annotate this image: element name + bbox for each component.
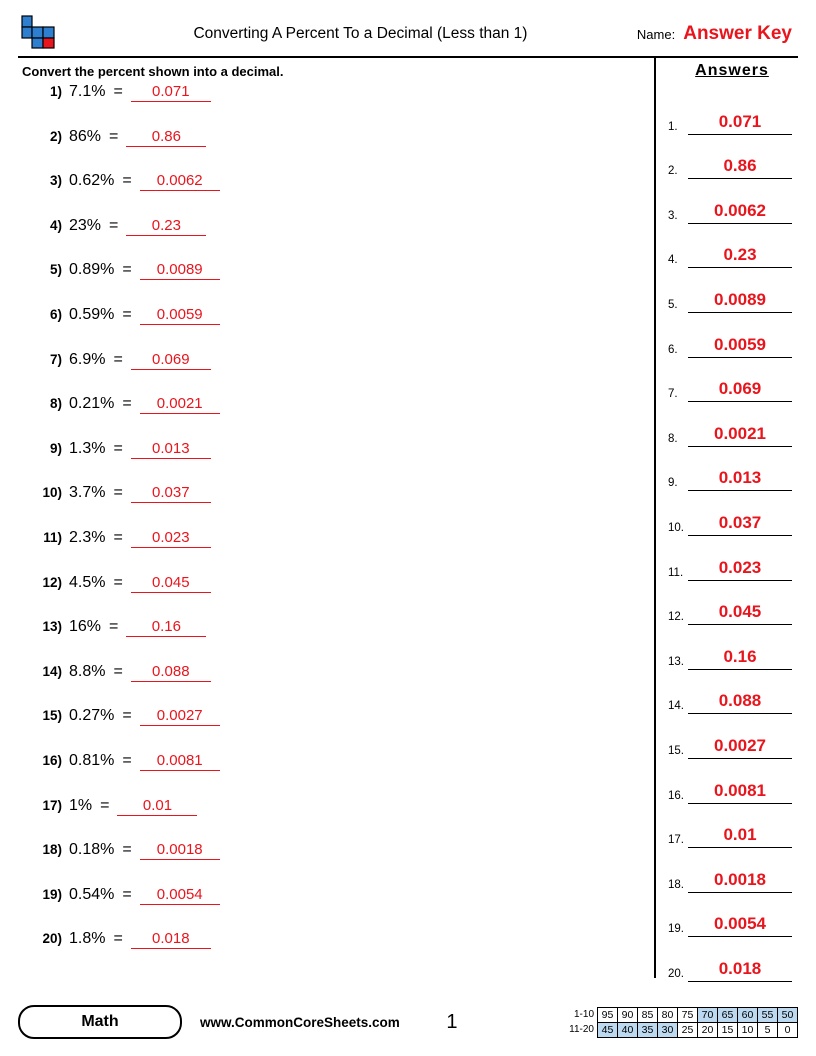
answer-row <box>666 937 798 982</box>
equals-sign: = <box>113 83 123 100</box>
answer-value[interactable]: 0.0059 <box>688 335 792 358</box>
answer-number: 1. <box>668 120 678 133</box>
problem-answer-blank[interactable]: 0.088 <box>131 663 211 682</box>
equals-sign: = <box>109 127 119 145</box>
problem-answer-blank[interactable]: 0.045 <box>131 574 211 593</box>
problem-answer-blank[interactable]: 0.01 <box>117 797 197 816</box>
problem-number: 2) <box>49 128 62 144</box>
problem-expression: 4.5% <box>69 573 106 591</box>
problem-answer-blank[interactable]: 0.069 <box>131 351 211 370</box>
problem-expression: 6.9% <box>69 350 106 368</box>
problem-expression: 0.27% <box>69 707 115 725</box>
answer-number: 2. <box>668 165 678 178</box>
problem-expression: 0.62% <box>69 172 115 190</box>
answer-row <box>666 581 798 626</box>
answer-number: 15. <box>668 744 684 757</box>
answer-row <box>666 313 798 358</box>
problem-answer-blank[interactable]: 0.0081 <box>140 752 220 771</box>
problem-expression: 0.81% <box>69 751 115 769</box>
problem-row <box>18 83 648 128</box>
answers-column <box>656 58 798 983</box>
score-cell[interactable]: 55 <box>758 1007 778 1022</box>
answer-number: 4. <box>668 254 678 267</box>
problem-expression: 3.7% <box>69 484 106 502</box>
answer-value[interactable]: 0.037 <box>688 513 792 536</box>
answer-row <box>666 848 798 893</box>
problem-number: 12) <box>42 574 62 590</box>
answer-row <box>666 358 798 403</box>
worksheet-body <box>18 58 798 983</box>
score-cell[interactable]: 5 <box>758 1022 778 1037</box>
score-cell[interactable]: 0 <box>778 1022 798 1037</box>
answer-row <box>666 90 798 135</box>
problem-expression: 8.8% <box>69 662 106 680</box>
score-row-label: 1-10 <box>573 1009 594 1020</box>
problem-answer-blank[interactable]: 0.23 <box>126 217 206 236</box>
website-link[interactable]: www.CommonCoreSheets.com <box>200 1014 400 1030</box>
problem-answer-blank[interactable]: 0.071 <box>131 83 211 102</box>
equals-sign: = <box>109 216 119 234</box>
answer-row <box>666 714 798 759</box>
score-cell[interactable]: 15 <box>718 1022 738 1037</box>
problem-row <box>18 707 648 752</box>
problem-row <box>18 529 648 574</box>
problem-row <box>18 841 648 886</box>
answer-value[interactable]: 0.0089 <box>688 290 792 313</box>
problem-number: 8) <box>49 396 62 412</box>
answer-value[interactable]: 0.0021 <box>688 424 792 447</box>
score-table-row-1 <box>564 1007 798 1022</box>
problem-answer-blank[interactable]: 0.0018 <box>140 841 220 860</box>
score-cell[interactable]: 85 <box>638 1007 658 1022</box>
answer-number: 18. <box>668 878 684 891</box>
problem-answer-blank[interactable]: 0.0089 <box>140 261 220 280</box>
answer-row <box>666 893 798 938</box>
score-cell[interactable]: 90 <box>618 1007 638 1022</box>
problem-row <box>18 395 648 440</box>
problem-row <box>18 663 648 708</box>
answer-value[interactable]: 0.069 <box>688 379 792 402</box>
answer-number: 13. <box>668 655 684 668</box>
answer-value[interactable]: 0.23 <box>688 245 792 268</box>
answer-value[interactable]: 0.0062 <box>688 201 792 224</box>
problem-answer-blank[interactable]: 0.0027 <box>140 707 220 726</box>
problems-column <box>18 58 654 983</box>
problem-answer-blank[interactable]: 0.0062 <box>140 172 220 191</box>
answer-number: 10. <box>668 521 684 534</box>
problem-answer-blank[interactable]: 0.0059 <box>140 306 220 325</box>
equals-sign: = <box>122 841 132 859</box>
answer-row <box>666 402 798 447</box>
answer-row <box>666 447 798 492</box>
problem-expression: 23% <box>69 216 102 234</box>
answer-number: 9. <box>668 477 678 490</box>
equals-sign: = <box>122 707 132 725</box>
problem-answer-blank[interactable]: 0.86 <box>126 128 206 147</box>
problem-expression: 1.3% <box>69 439 106 457</box>
score-cell[interactable]: 80 <box>658 1007 678 1022</box>
problem-number: 20) <box>42 931 62 947</box>
problem-number: 1) <box>49 84 62 99</box>
answer-value[interactable]: 0.013 <box>688 468 792 491</box>
problem-number: 19) <box>42 886 62 902</box>
equals-sign: = <box>122 261 132 279</box>
answer-number: 14. <box>668 700 684 713</box>
problem-answer-blank[interactable]: 0.018 <box>131 930 211 949</box>
equals-sign: = <box>109 618 119 636</box>
score-table <box>564 1007 798 1038</box>
problem-number: 9) <box>49 440 62 456</box>
answer-number: 11. <box>668 566 684 579</box>
problem-row <box>18 886 648 931</box>
answer-number: 16. <box>668 789 684 802</box>
problem-row <box>18 440 648 485</box>
problem-number: 16) <box>42 752 62 768</box>
problem-number: 15) <box>42 708 62 724</box>
score-cell[interactable]: 95 <box>598 1007 618 1022</box>
problem-expression: 0.21% <box>69 395 115 413</box>
problem-expression: 2.3% <box>69 528 106 546</box>
worksheet-header <box>18 16 798 58</box>
answer-row <box>666 179 798 224</box>
problem-answer-blank[interactable]: 0.16 <box>126 618 206 637</box>
score-row-label: 11-20 <box>569 1024 594 1035</box>
equals-sign: = <box>113 350 123 368</box>
subject-badge: Math <box>18 1005 182 1039</box>
answer-value[interactable]: 0.071 <box>688 112 792 135</box>
problem-row <box>18 172 648 217</box>
answer-number: 3. <box>668 209 678 222</box>
answer-value[interactable]: 0.16 <box>688 647 792 670</box>
answer-row <box>666 536 798 581</box>
answer-value[interactable]: 0.0054 <box>688 914 792 937</box>
worksheet-footer <box>18 1000 798 1044</box>
problem-expression: 7.1% <box>69 83 106 100</box>
problem-expression: 1.8% <box>69 930 106 948</box>
equals-sign: = <box>122 751 132 769</box>
equals-sign: = <box>113 930 123 948</box>
problem-row <box>18 351 648 396</box>
equals-sign: = <box>113 662 123 680</box>
equals-sign: = <box>122 885 132 903</box>
answer-number: 20. <box>668 967 684 980</box>
problem-answer-blank[interactable]: 0.013 <box>131 440 211 459</box>
plus-blocks-logo-icon <box>18 14 74 54</box>
answer-value[interactable]: 0.86 <box>688 156 792 179</box>
problem-expression: 0.54% <box>69 885 115 903</box>
score-cell[interactable]: 20 <box>698 1022 718 1037</box>
equals-sign: = <box>113 573 123 591</box>
problem-expression: 0.59% <box>69 305 115 323</box>
problem-row <box>18 261 648 306</box>
instructions: Convert the percent shown into a decimal. <box>22 64 284 79</box>
answer-number: 6. <box>668 343 678 356</box>
problem-number: 17) <box>42 797 62 813</box>
score-cell[interactable]: 30 <box>658 1022 678 1037</box>
problem-row <box>18 306 648 351</box>
problem-row <box>18 574 648 619</box>
answer-number: 12. <box>668 611 684 624</box>
problem-row <box>18 752 648 797</box>
problem-answer-blank[interactable]: 0.023 <box>131 529 211 548</box>
problem-answer-blank[interactable]: 0.037 <box>131 484 211 503</box>
name-label: Name: <box>636 26 676 42</box>
problem-number: 10) <box>42 485 62 501</box>
problem-expression: 0.89% <box>69 261 115 279</box>
answer-value[interactable]: 0.018 <box>688 959 792 982</box>
problem-answer-blank[interactable]: 0.0054 <box>140 886 220 905</box>
problem-row <box>18 618 648 663</box>
score-cell[interactable]: 25 <box>678 1022 698 1037</box>
answer-row <box>666 135 798 180</box>
problem-number: 11) <box>43 529 62 545</box>
problem-row <box>18 930 648 975</box>
problem-row <box>18 128 648 173</box>
equals-sign: = <box>122 172 132 190</box>
equals-sign: = <box>113 484 123 502</box>
answer-row <box>666 670 798 715</box>
answer-number: 7. <box>668 388 678 401</box>
score-cell[interactable]: 40 <box>618 1022 638 1037</box>
answer-value[interactable]: 0.0027 <box>688 736 792 759</box>
problem-number: 14) <box>42 663 62 679</box>
score-table-row-2 <box>564 1022 798 1037</box>
problem-expression: 86% <box>69 127 102 145</box>
answer-number: 19. <box>668 923 684 936</box>
problem-number: 7) <box>49 351 62 367</box>
answer-number: 8. <box>668 432 678 445</box>
answer-value[interactable]: 0.088 <box>688 691 792 714</box>
score-cell[interactable]: 45 <box>598 1022 618 1037</box>
answer-key-label: Answer Key <box>683 23 792 44</box>
answer-row <box>666 759 798 804</box>
equals-sign: = <box>100 796 110 814</box>
answer-value[interactable]: 0.01 <box>688 825 792 848</box>
problem-number: 5) <box>49 262 62 278</box>
answer-number: 5. <box>668 298 678 311</box>
answer-number: 17. <box>668 834 684 847</box>
answer-row <box>666 491 798 536</box>
problem-row <box>18 484 648 529</box>
answer-value[interactable]: 0.0018 <box>688 870 792 893</box>
problem-number: 6) <box>49 306 62 322</box>
problem-row <box>18 217 648 262</box>
score-cell[interactable]: 65 <box>718 1007 738 1022</box>
equals-sign: = <box>122 395 132 413</box>
score-cell[interactable]: 70 <box>698 1007 718 1022</box>
page-number: 1 <box>446 1010 458 1033</box>
answer-row <box>666 268 798 313</box>
score-cell[interactable]: 35 <box>638 1022 658 1037</box>
answer-value[interactable]: 0.0081 <box>688 781 792 804</box>
problem-expression: 0.18% <box>69 841 115 859</box>
problem-row <box>18 797 648 842</box>
equals-sign: = <box>113 439 123 457</box>
problem-expression: 1% <box>69 796 93 814</box>
answers-title: Answers <box>695 62 769 79</box>
score-cell[interactable]: 60 <box>738 1007 758 1022</box>
equals-sign: = <box>122 305 132 323</box>
answer-row <box>666 804 798 849</box>
answer-row <box>666 224 798 269</box>
answer-row <box>666 625 798 670</box>
problem-number: 4) <box>49 217 62 233</box>
problem-number: 3) <box>49 173 62 189</box>
equals-sign: = <box>113 528 123 546</box>
answer-value[interactable]: 0.023 <box>688 558 792 581</box>
problem-expression: 16% <box>69 618 102 636</box>
problem-number: 13) <box>42 619 62 635</box>
score-cell[interactable]: 75 <box>678 1007 698 1022</box>
answer-value[interactable]: 0.045 <box>688 602 792 625</box>
problem-number: 18) <box>42 842 62 858</box>
problem-answer-blank[interactable]: 0.0021 <box>140 395 220 414</box>
score-cell[interactable]: 50 <box>778 1007 798 1022</box>
page-title: Converting A Percent To a Decimal (Less than 1) <box>193 25 528 42</box>
score-cell[interactable]: 10 <box>738 1022 758 1037</box>
